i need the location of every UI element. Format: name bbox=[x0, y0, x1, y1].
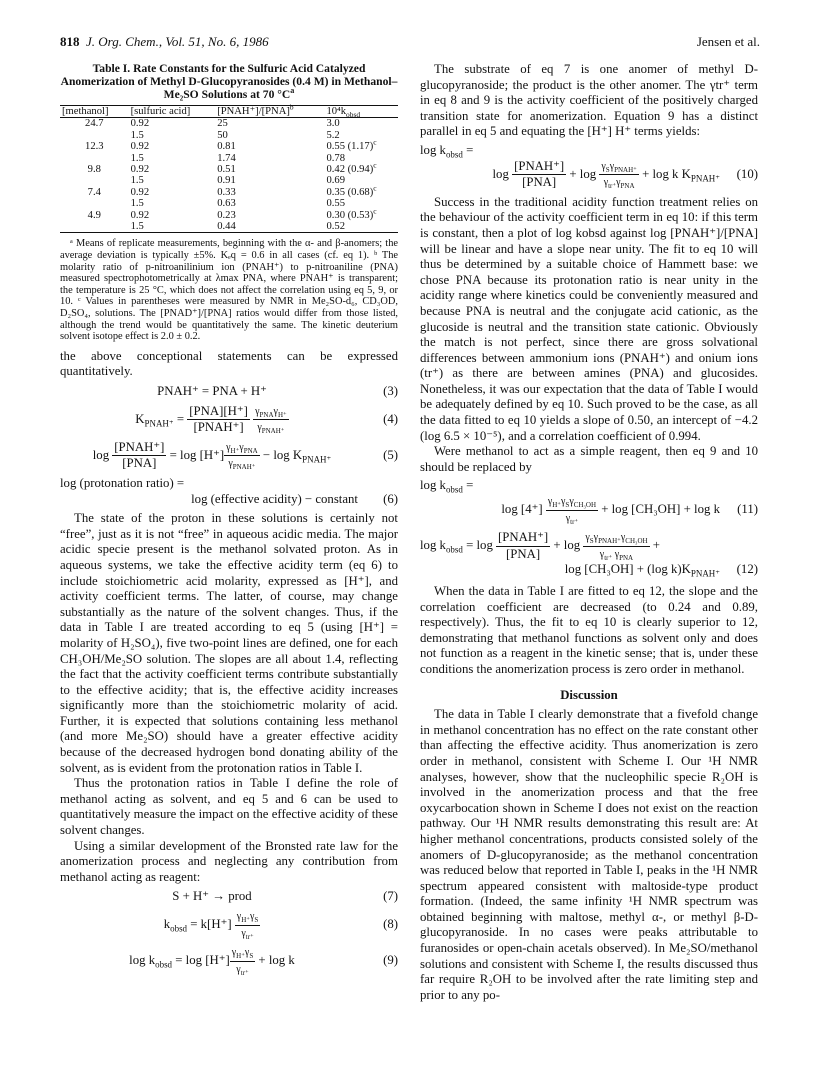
table-cell: 0.23 bbox=[217, 209, 236, 221]
data-table bbox=[60, 102, 398, 233]
paragraph: Were methanol to act as a simple reagent, then eq 9 and 10 should be replaced by bbox=[420, 444, 758, 474]
equation-number: (9) bbox=[383, 953, 398, 968]
table-cell: 0.92 bbox=[130, 141, 150, 153]
equation-number: (8) bbox=[383, 917, 398, 932]
col-header-kobsd: $10^4k_{obsd}$ bbox=[324, 106, 398, 118]
equation-3 bbox=[60, 384, 398, 400]
table-cell: 1.5 bbox=[130, 129, 144, 141]
col-header-ratio: [PNAH⁺]/[PNA]$^b$ bbox=[215, 106, 324, 118]
equation-number: (4) bbox=[383, 411, 398, 426]
table-cell: 7.4 bbox=[87, 186, 101, 198]
paragraph: Success in the traditional acidity function treatment relies on the behaviour of the activity coefficient term in eq 10: if this term is constant, then a plot of log kobsd against log [PNAH⁺]/[PNA] will be linear and have a slope near unity. The fit to eq 10 will thus be determined by a suitable choice of Hammett base: we chose PNA because its protonation ratio is near unity in the acidity range where kinetics could be conveniently measured and because PNA is neutral and the conjugate acid cationic, as the glucoside is neutral and the transition state cationic. Obviously the match is not perfect, since there are gross solvational differences between ammonium ions (PNAH⁺) and onium ions (tr⁺) as there are between amines (PNA) and glucosides. Nonetheless, it was our expectation that the data of Table I would be adequately defined by eq 10. Such proved to be the case, as all the data fitted to eq 10 yields a slope of 0.50, an intercept of −4.2 (log 6.5 × 10⁻⁵), and a correlation coefficient of 0.994. bbox=[420, 194, 758, 443]
equation-5: log $\frac{\text{[PNAH⁺]}}{\text{[PNA]}}$ = log [H⁺] $\frac{\gamma_{H^+}\gamma_{PNA}}{\gamma_{PNAH^+}}$ − $\log K_{PNAH^+}$ (5) bbox=[92, 439, 398, 472]
equation-number: (11) bbox=[737, 502, 758, 517]
equation-12: $\log k_{obsd} = \log$ $\frac{\text{[PNAH⁺]}}{\text{[PNA]}}$ + log $\frac{\gamma_S\gamma_{PNAH^+}\gamma_{CH_3OH}}{\gamma_{tr^+} \gamma_{PNA}}$ + log [CH₃OH] + (log $k)K_{PNAH^+}$ (12) bbox=[420, 530, 758, 579]
table-cell: 1.5 bbox=[130, 175, 144, 187]
table-cell: 0.55 $(1.17)^c$ bbox=[326, 137, 377, 153]
equation-number: (6) bbox=[383, 491, 398, 506]
table-cell: 1.5 bbox=[129, 221, 216, 233]
equation-9: $\log k_{obsd} = \log [H^+]$ $\frac{\gamma_{H^+}\gamma_S}{\gamma_{tr^+}}$ + log k (9) bbox=[129, 947, 398, 977]
table-header-row bbox=[60, 106, 398, 118]
table-cell: 25 bbox=[217, 118, 228, 130]
equation-number: (10) bbox=[736, 166, 758, 181]
table-row bbox=[60, 198, 398, 209]
page-number: 818 bbox=[60, 34, 80, 49]
footnote: ᵃ Means of replicate measurements, beginning with the α- and β-anomers; the average deviation is typically ±5%. Kₑq = 0.6 in all cases (cf. eq 1). ᵇ The molarity ratio of p-nitroanilinium ion (PNAH⁺) to p-nitroaniline (PNA) measured spectrophotometrically at λmax PNA, where PNAH⁺ is transparent; the temperature is 25 °C, which does not affect the correlation using eq 5, 9, or 10. ᶜ Values in parentheses were measured by NMR in Me₂SO-d₆, CD₃OD, D₂SO₄, solutions. The [PNAD⁺]/[PNA] ratios would differ from those listed, although the trend would be quantitatively the same. The kinetic deuterium solvent isotope effect is 2.0 ± 0.2. bbox=[60, 238, 398, 343]
table-footnotes bbox=[60, 238, 398, 342]
paragraph: The state of the proton in these solutions is certainly not “free”, just as it is not “free” in aqueous acidic media. The major acidic specie present is the methanol solvated proton. As in aqueous systems, we take the effective acidity term (eq 6) to include stoichiometric acid molarity, expressed as [H⁺], and activity coefficient terms. The latter, of course, may change substantially as the nature of the solvent changes. Thus, if the data in Table I are treated according to eq 5 (using [H⁺] = molarity of H₂SO₄), five two-point lines are defined, one for each CH₃OH/Me₂SO solution. The slopes are all about 1.4, reflecting the fact that the activity coefficient terms contribute substantially to the effective acidity; that is, the effective acidity increases significantly more than the stoichiometric molarity of acid. Further, it is expected that solutions containing less methanol (and more Me₂SO) should have a greater effective acidity because of the decreased hydrogen bond donating ability of the solvent, as is evident from the protonation ratios in Table I. bbox=[60, 511, 398, 775]
equation-10: $\log k_{obsd}$ = log $\frac{\text{[PNAH⁺]}}{\text{[PNA]}}$ + log $\frac{\gamma_S\gamma_{PNAH^+}}{\gamma_{tr^+}\gamma_{PNA}}$ + log k $K_{PNAH^+}$ (10) bbox=[420, 142, 758, 191]
table-cell: 0.92 bbox=[130, 118, 150, 130]
table-cell: 0.92 bbox=[130, 186, 150, 198]
table-cell: 0.69 bbox=[326, 175, 345, 187]
table-row bbox=[60, 118, 398, 130]
paragraph: When the data in Table I are fitted to eq 12, the slope and the correlation coefficient are decreased (to 0.24 and 0.89, respectively). Thus, the fit to eq 10 is clearly superior to 12, demonstrating that methanol functions as solvent only and does not function as a reagent in the kinetic sense; that is, under these conditions the anomerization process is zero order in methanol. bbox=[420, 584, 758, 676]
equation-11: $\log k_{obsd}$ = log [4⁺] $\frac{\gamma_{H^+}\gamma_S\gamma_{CH_3OH}}{\gamma_{tr^+}}$ + log [CH₃OH] + log k (11) bbox=[420, 478, 758, 526]
paragraph: the above conceptional statements can be expressed quantitatively. bbox=[60, 348, 398, 379]
table-body bbox=[60, 118, 398, 233]
equation-number: (3) bbox=[383, 384, 398, 398]
table-cell: 0.92 bbox=[130, 164, 150, 176]
table-row bbox=[60, 221, 398, 233]
table-cell: 0.35 $(0.68)^c$ bbox=[326, 183, 377, 198]
table-cell: 0.63 bbox=[217, 198, 236, 210]
right-column bbox=[420, 62, 758, 1003]
table-row bbox=[60, 141, 398, 152]
equation-number: (5) bbox=[383, 448, 398, 463]
table-cell: 0.44 bbox=[215, 221, 324, 233]
equation-4: $K_{PNAH^+}$ = $\frac{\text{[PNA][H⁺]}}{\text{[PNAH⁺]}}$ $\frac{\gamma_{PNA}\gamma_{H^+}}{\gamma_{PNAH^+}}$ (4) bbox=[135, 403, 398, 436]
col-header-methanol: [methanol] bbox=[60, 106, 129, 118]
equation-number: (12) bbox=[736, 562, 758, 577]
equation-line: log (effective acidity) − constant bbox=[191, 491, 358, 506]
equation-body: S + H⁺ → prod bbox=[172, 889, 252, 904]
table-row bbox=[60, 175, 398, 186]
equation-body: PNAH⁺ = PNA + H⁺ bbox=[157, 384, 267, 398]
table-cell: 0.33 bbox=[217, 186, 236, 198]
section-heading: Discussion bbox=[560, 687, 618, 702]
table-row bbox=[60, 187, 398, 198]
paragraph: Thus the protonation ratios in Table I define the role of methanol acting as solvent, and eq 5 and 6 can be used to quantitatively measure the impact on the effective acidity of these solvent changes. bbox=[60, 776, 398, 838]
table-cell: 0.30 $(0.53)^c$ bbox=[326, 206, 377, 221]
table-cell bbox=[60, 153, 129, 164]
equation-6 bbox=[60, 476, 398, 507]
table-cell bbox=[60, 221, 129, 233]
equation-8: $k_{obsd} = k[H^+]$ $\frac{\gamma_{H^+}\gamma_S}{\gamma_{tr^+}}$ (8) bbox=[163, 911, 398, 941]
journal-citation: J. Org. Chem., Vol. 51, No. 6, 1986 bbox=[86, 34, 269, 49]
table-cell: 4.9 bbox=[87, 209, 101, 221]
paragraph: Using a similar development of the Bronsted rate law for the anomerization process and neglecting any contribution from methanol acting as reagent: bbox=[60, 838, 398, 884]
table-cell bbox=[60, 130, 129, 141]
table-cell: 1.74 bbox=[217, 152, 236, 164]
paragraph: The data in Table I clearly demonstrate that a fivefold change in methanol concentration has no effect on the rate constant other than affecting the effective acidity. Thus anomerization is zero order in methanol, consistent with Scheme I. Our ¹H NMR analyses, however, show that the nucleophilic specie R₂OH is involved in the anomerization process and that the free oxycarbocation shown in Scheme I does not exist on the reaction pathway. Our ¹H NMR results demonstrating this result are: At higher methanol concentrations, products consisted solely of the anomers of D-glucopyranoside; as the methanol concentration was reduced below that reported in Table I, peaks in the ¹H NMR spectrum appeared consistent with maltoside-type product formation. (Indeed, the same infinity ¹H NMR spectrum was obtained beginning with maltose, methyl α-, or methyl β-D-glucopyranoside. In no cases were peaks attributable to furanosides or open-chain acetals observed). In Me₂SO/methanol solutions and consistent with Scheme I, the results discussed thus far require R₂OH to be involved after the rate limiting step and prior to any po- bbox=[420, 707, 758, 1002]
table-cell: 0.78 bbox=[326, 152, 345, 164]
table-cell bbox=[60, 198, 129, 209]
table-cell bbox=[60, 175, 129, 186]
table-cell: 0.55 bbox=[326, 198, 345, 210]
table-caption: Table I. Rate Constants for the Sulfuric Acid Catalyzed Anomerization of Methyl D-Glucopyranosides (0.4 M) in Methanol–Me₂SO Solutions at 70 $^\circ C^a$ bbox=[60, 62, 398, 101]
header-left bbox=[60, 34, 269, 50]
table-cell: 1.5 bbox=[130, 152, 144, 164]
table-cell: 12.3 bbox=[85, 141, 104, 153]
paragraph: The substrate of eq 7 is one anomer of methyl D-glucopyranoside; the product is the other anomer. The γtr⁺ term in eq 8 and 9 is the activity coefficient of the positively charged transition state for anomerization. Equation 9 has a distinct parallel in eq 5 and equating the [H⁺] H⁺ terms yields: bbox=[420, 62, 758, 139]
table-row bbox=[60, 164, 398, 175]
running-header bbox=[60, 34, 760, 52]
table-row bbox=[60, 130, 398, 141]
table-cell: 0.81 bbox=[217, 141, 236, 153]
equation-line: log (protonation ratio) = bbox=[60, 475, 185, 490]
table-cell: 3.0 bbox=[326, 118, 340, 130]
table-cell: 1.5 bbox=[130, 198, 144, 210]
table-cell: 5.2 bbox=[326, 129, 340, 141]
table-cell: 9.8 bbox=[87, 164, 101, 176]
table-cell: 50 bbox=[217, 129, 228, 141]
table-row bbox=[60, 210, 398, 221]
col-header-acid: [sulfuric acid] bbox=[129, 106, 216, 118]
left-column bbox=[60, 62, 398, 981]
table-cell: 0.42 $(0.94)^c$ bbox=[326, 160, 377, 176]
table-row bbox=[60, 153, 398, 164]
equation-7 bbox=[60, 889, 398, 905]
table-cell: 24.7 bbox=[85, 118, 104, 130]
equation-number: (7) bbox=[383, 889, 398, 904]
table-cell: 0.51 bbox=[217, 164, 236, 176]
table-cell: 0.91 bbox=[217, 175, 236, 187]
authors: Jensen et al. bbox=[696, 34, 760, 49]
table-cell: 0.92 bbox=[130, 209, 150, 221]
table-cell: 0.52 bbox=[324, 221, 398, 233]
